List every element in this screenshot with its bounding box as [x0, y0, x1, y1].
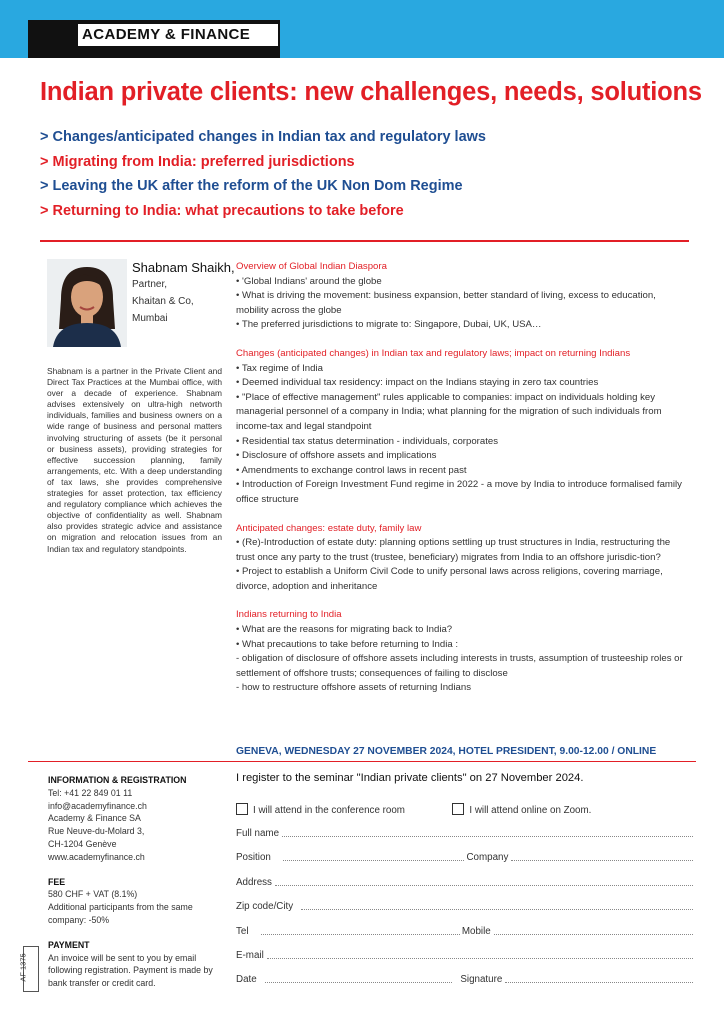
speaker-name: Shabnam Shaikh,	[132, 260, 235, 275]
online-zoom-checkbox[interactable]	[452, 803, 464, 815]
event-details: GENEVA, WEDNESDAY 27 NOVEMBER 2024, HOTEL PRESIDENT, 9.00-12.00 / ONLINE	[236, 746, 657, 757]
company-label: Company	[466, 852, 509, 863]
mobile-field[interactable]	[494, 933, 693, 935]
program-item: • "Place of effective management" rules applicable to companies: impact on individuals holding key managerial personnel of a company in India; what planning for the migration of such individuals from income-tax and legal standpoint	[236, 391, 662, 432]
online-zoom-label: I will attend online on Zoom.	[469, 805, 592, 816]
address-row	[236, 877, 695, 888]
position-field[interactable]	[283, 859, 465, 861]
program-item: • What is driving the movement: business expansion, better standard of living, excess to education, mobility across the globe	[236, 290, 656, 316]
section-divider	[40, 240, 689, 242]
signature-label: Signature	[460, 974, 503, 985]
program-section-title: Indians returning to India	[236, 609, 342, 621]
conference-room-checkbox[interactable]	[236, 803, 248, 815]
topic-bullet: > Leaving the UK after the reform of the UK Non Dom Regime	[40, 178, 463, 194]
program-item: • What precautions to take before returning to India :	[236, 638, 459, 650]
tel-field[interactable]	[261, 933, 460, 935]
reference-code: AF 1375	[18, 953, 28, 982]
info-street: Rue Neuve-du-Molard 3,	[48, 826, 145, 837]
company-field[interactable]	[511, 859, 693, 861]
info-city: CH-1204 Genève	[48, 838, 117, 849]
info-tel: Tel: +41 22 849 01 11	[48, 787, 133, 798]
program-item: • Amendments to exchange control laws in recent past	[236, 464, 467, 476]
info-company: Academy & Finance SA	[48, 813, 141, 824]
fee-amount: 580 CHF + VAT (8.1%)	[48, 889, 138, 900]
program-item: • The preferred jurisdictions to migrate to: Singapore, Dubai, UK, USA…	[236, 319, 542, 331]
program-item: - how to restructure offshore assets of returning Indians	[236, 682, 471, 694]
program-section-title: Overview of Global Indian Diaspora	[236, 261, 387, 272]
date-field[interactable]	[265, 981, 453, 983]
position-company-row	[236, 852, 695, 863]
conference-room-label: I will attend in the conference room	[253, 805, 405, 816]
program-section-title: Anticipated changes: estate duty, family law	[236, 522, 422, 534]
form-divider	[28, 761, 696, 762]
topic-bullet: > Changes/anticipated changes in Indian tax and regulatory laws	[40, 129, 486, 145]
info-email-link[interactable]: info@academyfinance.ch	[48, 800, 147, 811]
program-item: - obligation of disclosure of offshore assets including interests in trusts, assumption of trusteeship roles or settlement of offshore trusts; consequences of failing to disclose	[236, 653, 683, 679]
program-item: • What are the reasons for migrating back to India?	[236, 624, 453, 636]
speaker-firm: Khaitan & Co,	[132, 296, 194, 307]
email-label: E-mail	[236, 950, 264, 961]
speaker-photo	[47, 259, 127, 347]
tel-label: Tel	[236, 926, 249, 937]
registration-title: I register to the seminar "Indian private clients" on 27 November 2024.	[236, 772, 584, 784]
tel-mobile-row	[236, 926, 695, 937]
topic-bullet: > Returning to India: what precautions to take before	[40, 202, 404, 219]
topic-bullets	[40, 127, 486, 225]
zip-city-field[interactable]	[301, 908, 693, 910]
info-heading: INFORMATION & REGISTRATION	[48, 775, 187, 785]
fee-heading: FEE	[48, 876, 66, 887]
speaker-bio: Shabnam is a partner in the Private Client and Direct Tax Practices at the Mumbai office, with over a decade of experience. Shabnam advises extensively on ultra-high networth individuals, families and business owners on a wide range of business and personal matters involving structuring of assets (be it personal or business assets), providing strategies for effective succession planning, family arrangements, etc. With a deep understanding of tax laws, she provides comprehensive strategies for asset protection, tax efficiency and regulatory compliance which achieves the objective of confidentiality as well. Shabnam also provides strategic advice and assistance on migration and relocation issues from an Indian tax and regulatory standpoints.	[47, 366, 222, 554]
address-field[interactable]	[275, 884, 693, 886]
speaker-city: Mumbai	[132, 313, 168, 324]
payment-heading: PAYMENT	[48, 939, 90, 950]
payment-text: An invoice will be sent to you by email following registration. Payment is made by bank transfer or credit card.	[48, 952, 213, 989]
speaker-info	[132, 259, 235, 327]
page-title: Indian private clients: new challenges, needs, solutions	[40, 78, 702, 106]
info-website-link[interactable]: www.academyfinance.ch	[48, 851, 145, 862]
attendance-options	[236, 803, 591, 816]
zip-city-row	[236, 901, 695, 912]
program-item: • Introduction of Foreign Investment Fund regime in 2022 - a move by India to introduce formalised family office structure	[236, 479, 682, 505]
program-item: • Tax regime of India	[236, 362, 323, 374]
date-signature-row	[236, 974, 695, 985]
program-item: • Deemed individual tax residency: impact on the Indians staying in zero tax countries	[236, 377, 599, 389]
program	[236, 260, 688, 696]
program-item: • Project to establish a Uniform Civil Code to unify personal laws across religions, covering marriage, divorce, adoption and inheritance	[236, 566, 663, 592]
position-label: Position	[236, 852, 271, 863]
full-name-row	[236, 828, 695, 839]
program-item: • Residential tax status determination - individuals, corporates	[236, 435, 498, 447]
address-label: Address	[236, 877, 272, 888]
program-section-title: Changes (anticipated changes) in Indian tax and regulatory laws; impact on returning Indians	[236, 347, 631, 359]
zip-city-label: Zip code/City	[236, 901, 294, 912]
speaker-position: Partner,	[132, 279, 168, 290]
full-name-label: Full name	[236, 828, 280, 839]
date-label: Date	[236, 974, 257, 985]
brand-logo: ACADEMY & FINANCE	[78, 24, 278, 46]
signature-field[interactable]	[505, 981, 693, 983]
mobile-label: Mobile	[461, 926, 491, 937]
program-item: • (Re)-Introduction of estate duty: planning options settling up trust structures in India, restructuring the trust once any party to the trust (trustee, beneficiary) migrates from India to an offshore jurisdic-tion?	[236, 537, 671, 563]
email-field[interactable]	[267, 957, 693, 959]
reference-code-box	[18, 946, 39, 992]
topic-bullet: > Migrating from India: preferred jurisdictions	[40, 153, 355, 170]
program-item: • Disclosure of offshore assets and implications	[236, 450, 437, 462]
info-column	[48, 774, 218, 990]
fee-extra: Additional participants from the same company: -50%	[48, 902, 193, 925]
full-name-field[interactable]	[282, 835, 693, 837]
email-row	[236, 950, 695, 961]
program-item: • 'Global Indians' around the globe	[236, 275, 382, 287]
